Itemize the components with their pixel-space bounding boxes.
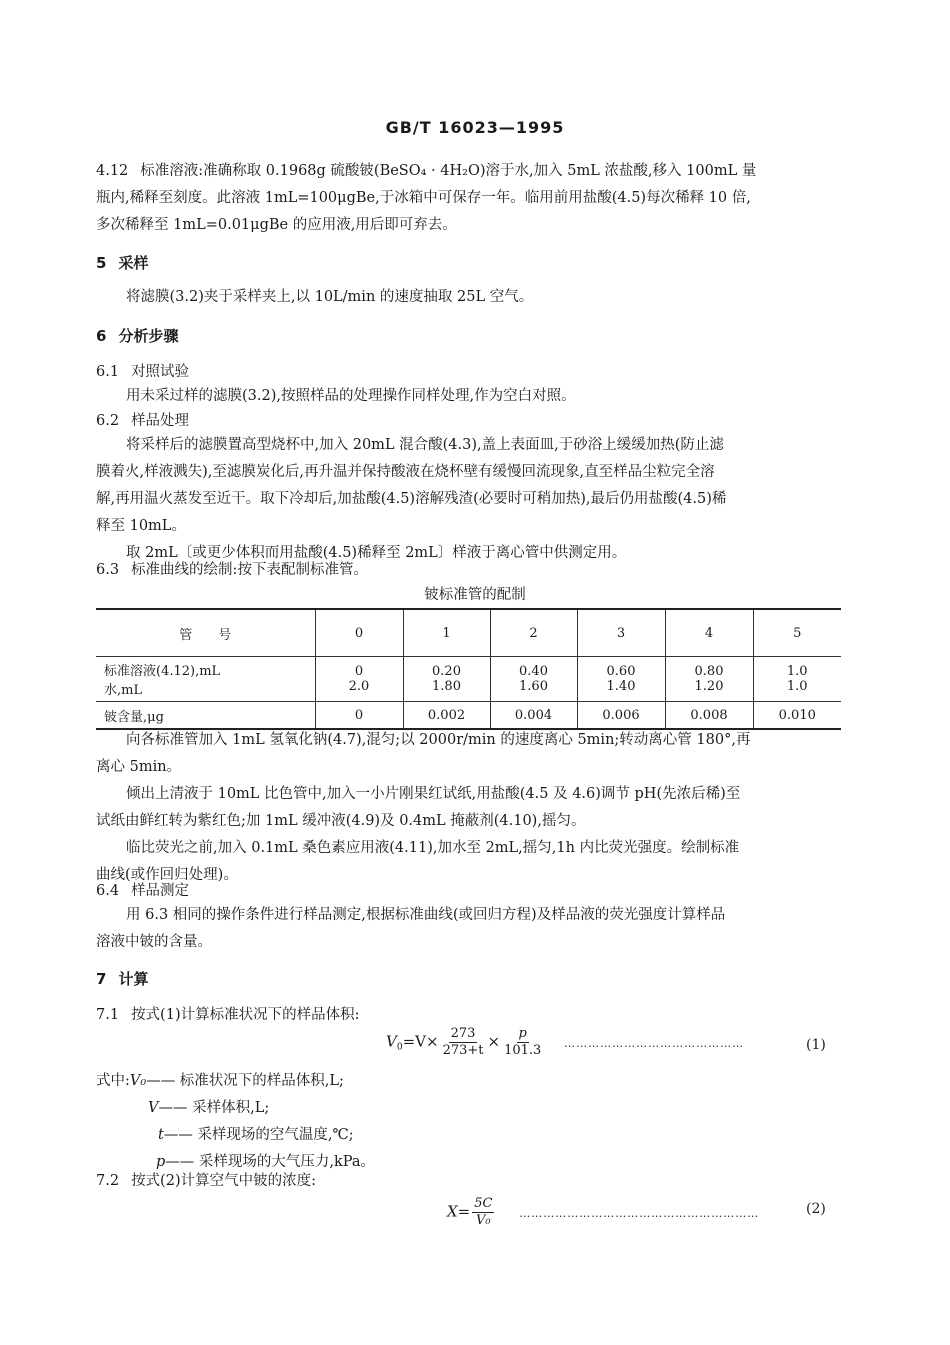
legend-intro: 式中:: [96, 1073, 130, 1089]
legend-description: —— 采样现场的大气压力,kPa。: [165, 1154, 376, 1170]
fraction-denominator: 101.3: [504, 1043, 542, 1058]
leader-dots: ……………………………………………………: [519, 1206, 760, 1220]
formula-2: [447, 1196, 759, 1229]
standard-header: GB/T 16023—1995: [385, 118, 565, 137]
table-cell: 1.0: [753, 679, 841, 702]
table-cell: 0: [315, 657, 403, 680]
section-title: 按式(1)计算标准状况下的样品体积:: [131, 1007, 360, 1023]
formula-lhs-subscript: 0: [396, 1042, 403, 1053]
table-cell: 0.002: [403, 702, 490, 730]
table-cell: 0.40: [490, 657, 577, 680]
section-number: 6.1: [96, 364, 120, 380]
standard-tube-table: [96, 608, 841, 730]
text-line: 取 2mL〔或更少体积而用盐酸(4.5)稀释至 2mL〕样液于离心管中供测定用。: [126, 545, 627, 561]
section-6-4-heading: [96, 878, 189, 905]
table-header-row: [96, 609, 841, 657]
formula-legend: [96, 1068, 375, 1176]
table-row: [96, 657, 841, 680]
table-cell: 1.0: [753, 657, 841, 680]
section-number: 7.1: [96, 1007, 120, 1023]
legend-row: [96, 1068, 375, 1095]
section-title: 样品处理: [131, 413, 190, 429]
table-header-cell: 1: [403, 609, 490, 657]
table-cell: 0.006: [577, 702, 665, 730]
formula-1: [386, 1026, 744, 1059]
section-title: 分析步骤: [118, 327, 179, 345]
section-title: 对照试验: [131, 364, 190, 380]
text-line: 瓶内,稀释至刻度。此溶液 1mL=100μgBe,于冰箱中可保存一年。临用前用盐酸(4.5)每次稀释 10 倍,: [96, 190, 751, 206]
formula-eq: =V×: [402, 1032, 439, 1051]
text-line: 解,再用温火蒸发至近干。取下冷却后,加盐酸(4.5)溶解残渣(必要时可稍加热),最后仍用盐酸(4.5)稀: [96, 491, 727, 507]
section-5-heading: [96, 250, 148, 277]
equation-number-1: (1): [806, 1037, 826, 1053]
table-cell: 0.80: [665, 657, 753, 680]
legend-description: —— 采样体积,L;: [158, 1100, 270, 1116]
table-cell: 1.40: [577, 679, 665, 702]
text-line: 膜着火,样液溅失),至滤膜炭化后,再升温并保持酸液在烧杯壁有缓慢回流现象,直至样品尘粒完全溶: [96, 464, 715, 480]
table-caption: 铍标准管的配制: [424, 587, 526, 603]
text-line: 用 6.3 相同的操作条件进行样品测定,根据标准曲线(或回归方程)及样品液的荧光强度计算样品: [126, 907, 726, 923]
legend-symbol: t: [158, 1127, 164, 1143]
legend-symbol: V₀: [129, 1073, 147, 1089]
section-title: 计算: [118, 970, 149, 988]
equation-number-2: (2): [806, 1201, 826, 1217]
text-line: 向各标准管加入 1mL 氢氧化钠(4.7),混匀;以 2000r/min 的速度离心 5min;转动离心管 180°,再: [126, 732, 751, 748]
table-cell: 1.60: [490, 679, 577, 702]
section-number: 7: [96, 970, 107, 988]
fraction-1: [472, 1196, 494, 1229]
formula-lhs: X=: [447, 1202, 471, 1221]
section-4-12: [96, 158, 841, 239]
fraction-1: [441, 1026, 486, 1059]
text-line: 标准溶液:准确称取 0.1968g 硫酸铍(BeSO₄ · 4H₂O)溶于水,加入 5mL 浓盐酸,移入 100mL 量: [140, 163, 757, 179]
section-number: 5: [96, 254, 107, 272]
text-line: 试纸由鲜红转为紫红色;加 1mL 缓冲液(4.9)及 0.4mL 掩蔽剂(4.10),摇匀。: [96, 813, 586, 829]
section-6-2-body: [96, 432, 841, 567]
table-cell: 0.60: [577, 657, 665, 680]
section-number: 4.12: [96, 163, 129, 179]
text-line: 曲线(或作回归处理)。: [96, 867, 238, 883]
table-header-cell: 5: [753, 609, 841, 657]
table-cell: 2.0: [315, 679, 403, 702]
section-title: 采样: [118, 254, 149, 272]
section-7-heading: [96, 966, 148, 993]
leader-dots: ………………………………………: [564, 1036, 745, 1050]
table-cell: 0.010: [753, 702, 841, 730]
legend-description: —— 采样现场的空气温度,℃;: [163, 1127, 354, 1143]
fraction-numerator: 5C: [474, 1196, 493, 1211]
section-number: 7.2: [96, 1173, 120, 1189]
table-cell: 1.20: [665, 679, 753, 702]
table-header-cell: 4: [665, 609, 753, 657]
section-title: 样品测定: [131, 883, 190, 899]
section-6-1-text: 用未采过样的滤膜(3.2),按照样品的处理操作同样处理,作为空白对照。: [126, 388, 576, 404]
text-line: 释至 10mL。: [96, 518, 186, 534]
text-line: 离心 5min。: [96, 759, 182, 775]
legend-description: —— 标准状况下的样品体积,L;: [146, 1073, 344, 1089]
table-row: [96, 702, 841, 730]
legend-symbol: p: [156, 1154, 166, 1170]
section-6-1-heading: [96, 359, 189, 386]
table-header-cell: 0: [315, 609, 403, 657]
table-cell: 0.20: [403, 657, 490, 680]
table-header-cell: 管 号: [96, 609, 315, 657]
table-row: [96, 679, 841, 702]
table-cell: 1.80: [403, 679, 490, 702]
fraction-denominator: V₀: [476, 1213, 491, 1228]
fraction-numerator: p: [518, 1026, 527, 1041]
legend-symbol: V: [148, 1100, 159, 1116]
table-cell: 0: [315, 702, 403, 730]
table-cell: 0.008: [665, 702, 753, 730]
section-7-2-heading: [96, 1168, 316, 1195]
table-cell: 0.004: [490, 702, 577, 730]
table-header-cell: 2: [490, 609, 577, 657]
fraction-2: [502, 1026, 543, 1059]
text-line: 临比荧光之前,加入 0.1mL 桑色素应用液(4.11),加水至 2mL,摇匀,1h 内比荧光强度。绘制标准: [126, 840, 740, 856]
section-7-1-heading: [96, 1002, 360, 1029]
section-6-2-heading: [96, 408, 189, 435]
text-line: 倾出上清液于 10mL 比色管中,加入一小片刚果红试纸,用盐酸(4.5 及 4.6)调节 pH(先浓后稀)至: [126, 786, 741, 802]
table-cell: 铍含量,μg: [96, 702, 315, 730]
section-number: 6.2: [96, 413, 120, 429]
legend-row: [96, 1095, 375, 1122]
section-number: 6.4: [96, 883, 120, 899]
section-6-3-body: [96, 727, 841, 889]
fraction-denominator: 273+t: [442, 1043, 484, 1058]
section-number: 6: [96, 327, 107, 345]
formula-lhs: V: [386, 1032, 397, 1051]
section-title: 标准曲线的绘制:按下表配制标准管。: [131, 562, 368, 578]
formula-times: ×: [487, 1032, 501, 1051]
text-line: 多次稀释至 1mL=0.01μgBe 的应用液,用后即可弃去。: [96, 217, 457, 233]
legend-row: [96, 1122, 375, 1149]
table-header-cell: 3: [577, 609, 665, 657]
section-title: 按式(2)计算空气中铍的浓度:: [131, 1173, 316, 1189]
section-5-text: 将滤膜(3.2)夹于采样夹上,以 10L/min 的速度抽取 25L 空气。: [126, 289, 534, 305]
table-cell: 标准溶液(4.12),mL: [104, 664, 221, 679]
text-line: 溶液中铍的含量。: [96, 934, 212, 950]
section-6-heading: [96, 323, 178, 350]
section-number: 6.3: [96, 562, 120, 578]
text-line: 将采样后的滤膜置高型烧杯中,加入 20mL 混合酸(4.3),盖上表面皿,于砂浴上缓缓加热(防止滤: [126, 437, 724, 453]
section-6-3-heading: [96, 557, 368, 584]
section-6-4-body: [96, 902, 841, 956]
table-cell: 水,mL: [96, 679, 315, 702]
fraction-numerator: 273: [450, 1026, 476, 1041]
